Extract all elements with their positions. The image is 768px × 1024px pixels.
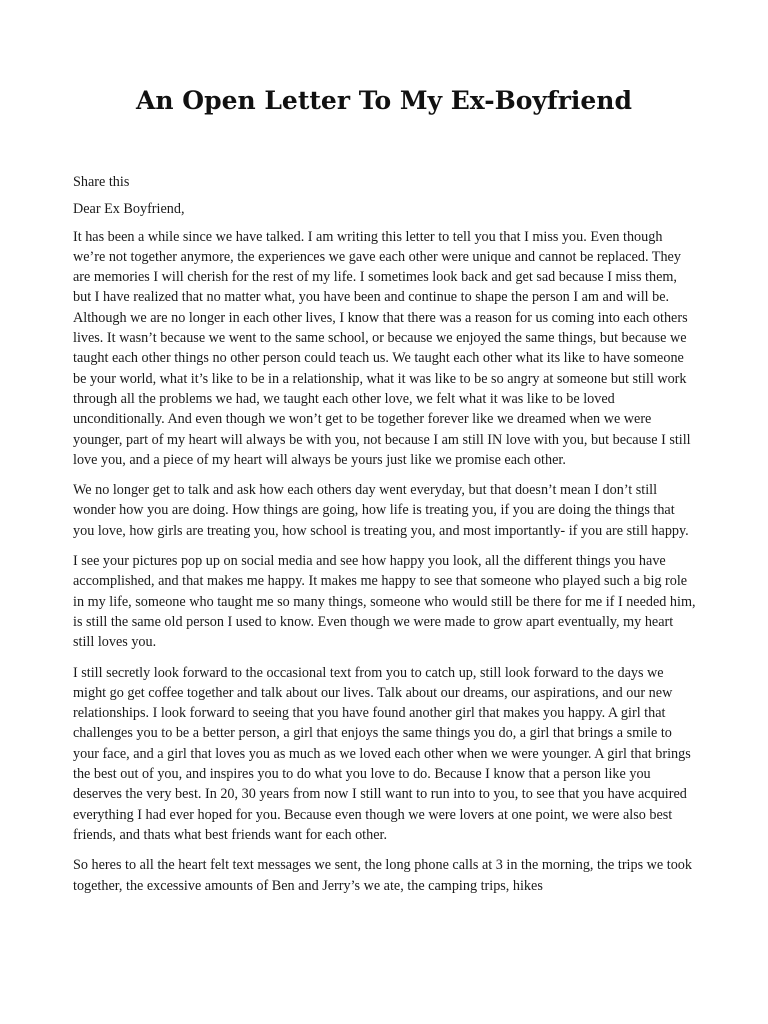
paragraph-1: It has been a while since we have talked. I am writing this letter to tell you that I miss you. Even though we’re not together anymore, the experiences we gave each other were unique and cannot be replaced. They are memories I will cherish for the rest of my life. I sometimes look back and get sad because I miss them, but I have realized that no matter what, you have been and continue to shape the person I am and will be. Although we are no longer in each other lives, I know that there was a reason for us coming into each others lives. It wasn’t because we went to the same school, or because we enjoyed the same things, but because we taught each other things no other person could teach us. We taught each other what its like to have someone be your world, what it’s like to be in a relationship, what it was like to be so angry at someone but still work through all the problems we had, we taught each other love, we felt what it was like to be loved unconditionally. And even though we won’t get to be together forever like we dreamed when we were younger, part of my heart will always be with you, not because I am still IN love with you, but because I still love you, and a piece of my heart will always be yours just like we promise each other. [73, 228, 691, 468]
paragraph-3: I see your pictures pop up on social media and see how happy you look, all the different things you have accomplished, and that makes me happy. It makes me happy to see that someone who played such a big role in my life, someone who taught me so many things, someone who would still be there for me if I needed him, is still the same old person I used to know. Even though we were made to grow apart eventually, my heart still loves you. [73, 553, 696, 651]
paragraph-2: We no longer get to talk and ask how each others day went everyday, but that doesn’t mean I don’t still wonder how you are doing. How things are going, how life is treating you, if you are doing the things that you love, how girls are treating you, how school is treating you, and most importantly- if you are still happy. [73, 482, 689, 539]
paragraph-5: So heres to all the heart felt text messages we sent, the long phone calls at 3 in the morning, the trips we took together, the excessive amounts of Ben and Jerry’s we ate, the camping trips, hikes [73, 857, 692, 894]
letter-body [73, 172, 698, 906]
share-this-text: Share this [73, 174, 130, 190]
salutation: Dear Ex Boyfriend, [73, 201, 185, 218]
paragraph-4: I still secretly look forward to the occasional text from you to catch up, still look forward to the days we might go get coffee together and talk about our lives. Talk about our dreams, our aspirations, and our new relationships. I look forward to seeing that you have found another girl that makes you happy. A girl that challenges you to be a better person, a girl that enjoys the same things you do, a girl that brings a smile to your face, and a girl that loves you as much as we loved each other when we were younger. A girl that brings the best out of you, and inspires you to do what you love to do. Because I know that a person like you deserves the very best. In 20, 30 years from now I still want to run into to you, to see that you have acquired everything I had ever hoped for you. Because even though we were lovers at one point, we were also best friends, and thats what best friends want for each other. [73, 664, 691, 843]
document-title: An Open Letter To My Ex-Boyfriend [136, 86, 632, 115]
